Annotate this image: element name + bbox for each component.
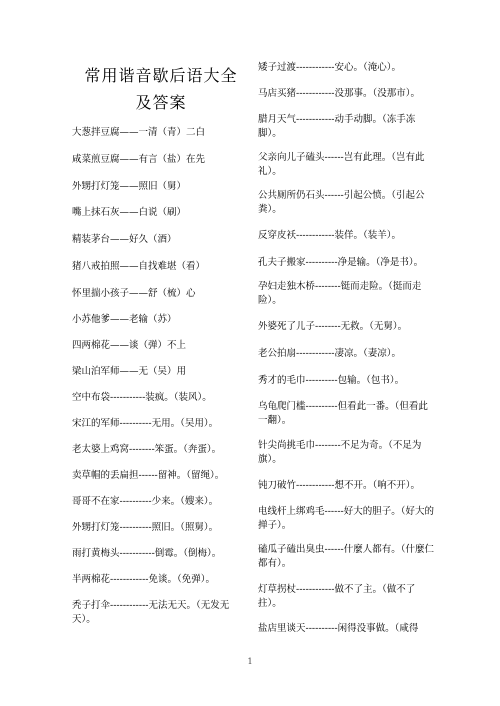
idiom-item: 大葱拌豆腐——一清（青）二白 [72,127,206,138]
idiom-item: 反穿皮袄------------装佯。（装羊）。 [258,230,402,241]
idiom-item: 卖草帽的丢扁担------留神。（留绳）。 [72,470,225,481]
idiom-item: 哥哥不在家----------少来。（嫂来）。 [72,496,219,507]
document-title [72,62,250,116]
idiom-item: 秀才的毛巾----------包输。（包书）。 [258,375,405,386]
idiom-item: 秃子打伞------------无法无天。（无发无天）。 [72,600,230,625]
idiom-item: 外甥打灯笼----------照旧。（照舅）。 [72,522,219,533]
idiom-item: 空中布袋-----------装疯。（装风）。 [72,392,212,403]
idiom-item: 父亲向儿子磕头------岂有此理。（岂有此礼）。 [258,152,425,177]
idiom-item: 矮子过渡------------安心。（淹心）。 [258,62,402,73]
idiom-item: 电线杆上绑鸡毛------好大的胆子。（好大的掸子）。 [258,506,435,531]
title-line-1: 常用谐音歇后语大全 [84,66,238,85]
idiom-item: 梁山泊军师——无（吴）用 [72,366,187,377]
idiom-item: 半两棉花------------免谈。（免弹）。 [72,574,216,585]
idiom-item: 小苏他爹——老输（苏） [72,314,177,325]
idiom-item: 孕妇走独木桥--------铤而走险。（挺而走险）。 [258,281,422,306]
page-number: 1 [247,657,253,666]
idiom-item: 灯草拐杖------------做不了主。（做不了拄）。 [258,584,416,609]
idiom-item: 老公拍扇------------凄凉。（妻凉）。 [258,348,402,359]
idiom-item: 外婆死了儿子--------无救。（无舅）。 [258,321,408,332]
idiom-item: 马店买猪------------没那事。（没那市）。 [258,88,421,99]
idiom-item: 盐店里谈天----------闲得没事做。（咸得 [258,623,419,634]
idiom-item: 公共厕所仍石头------引起公愤。（引起公粪）。 [258,190,425,215]
idiom-item: 嘴上抹石灰——白说（刷） [72,207,187,218]
idiom-item: 精装茅台——好久（酒） [72,234,177,245]
idiom-item: 腊月天气------------动手动脚。（冻手冻脚）。 [258,114,416,139]
idiom-item: 针尖尚挑毛巾--------不足为奇。（不足为旗）。 [258,440,422,465]
idiom-item: 雨打黄梅头-----------倒霉。（倒梅）。 [72,548,222,559]
idiom-item: 孔夫子搬家----------净是输。（净是书）。 [258,257,424,268]
idiom-item: 磕瓜子磕出臭虫------什麼人都有。（什麼仁都有）。 [258,544,435,569]
idiom-item: 咸菜煎豆腐——有言（盐）在先 [72,154,206,165]
idiom-item: 怀里揣小孩子——舒（梳）心 [72,288,196,299]
idiom-item: 外甥打灯笼——照旧（舅） [72,181,187,192]
idiom-item: 老太婆上鸡窝--------笨蛋。（奔蛋）。 [72,444,222,455]
idiom-item: 猪八戒拍照——自找难堪（看） [72,261,206,272]
idiom-item: 乌龟爬门槛----------但看此一番。（但看此一翻）。 [258,401,428,426]
idiom-item: 四两棉花——谈（弹）不上 [72,340,187,351]
title-line-2: 及答案 [135,93,187,112]
idiom-item: 钝刀破竹------------想不开。（响不开）。 [258,480,421,491]
idiom-item: 宋江的军师----------无用。（吴用）。 [72,418,219,429]
